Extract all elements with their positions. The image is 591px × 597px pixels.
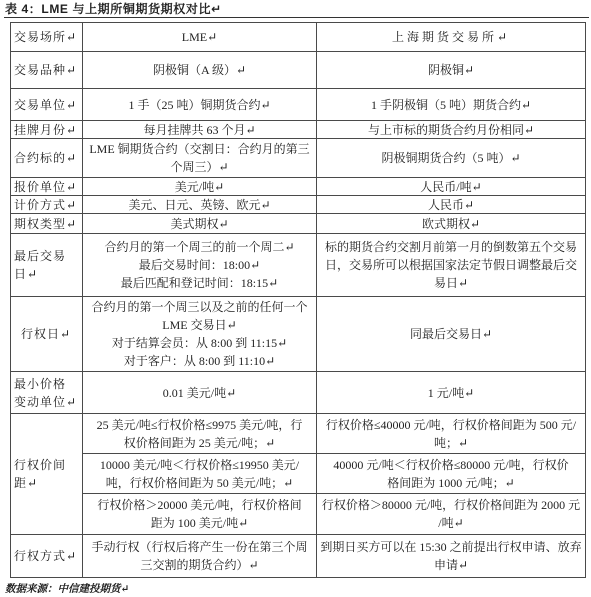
- lme-cell: [83, 414, 317, 454]
- shfe-text: 日，交易所可以根据国家法定节假日调整最后交: [324, 258, 577, 272]
- lme-text: 阴极铜（A 级）↵: [152, 63, 247, 77]
- label-text: 合约标的↵: [14, 151, 78, 165]
- lme-cell: [83, 89, 317, 121]
- label-text: 计价方式↵: [14, 197, 78, 212]
- label-text: 期权类型↵: [14, 216, 78, 231]
- label-cell: [11, 535, 83, 578]
- lme-text: LME 交易日↵: [162, 318, 237, 332]
- shfe-cell: [317, 196, 586, 214]
- shfe-text: 格间距为 1000 元/吨；↵: [387, 475, 515, 490]
- shfe-text: /吨↵: [438, 516, 464, 530]
- lme-cell: [83, 494, 317, 535]
- shfe-text: 行权价格＞80000 元/吨，行权价格间距为 2000 元: [321, 498, 581, 512]
- shfe-text: 同最后交易日↵: [409, 327, 493, 341]
- lme-text: 对于结算会员：从 8:00 到 11:15↵: [111, 336, 288, 350]
- lme-cell: [83, 297, 317, 372]
- shfe-text: 申请↵: [433, 558, 469, 572]
- label-text: 距↵: [14, 476, 39, 490]
- shfe-cell: [317, 297, 586, 372]
- shfe-cell: [317, 178, 586, 196]
- lme-text: 合约月的第一个周三的前一个周二↵: [104, 240, 295, 254]
- label-text: 变动单位↵: [14, 394, 78, 409]
- row-option-type: [11, 214, 586, 234]
- shfe-cell: [317, 121, 586, 139]
- label-text: 挂牌月份↵: [14, 122, 78, 137]
- header-lme-text: LME↵: [181, 30, 218, 44]
- shfe-text: 阴极铜↵: [427, 63, 475, 77]
- row-price-quotation: [11, 178, 586, 196]
- lme-text: 美元、日元、英镑、欧元↵: [128, 197, 271, 212]
- shfe-text: 易日↵: [433, 276, 469, 290]
- table-header-row: [11, 23, 586, 52]
- shfe-cell: [317, 535, 586, 578]
- row-underlying: [11, 139, 586, 178]
- label-cell: [11, 297, 83, 372]
- shfe-text: 40000 元/吨＜行权价格≤80000 元/吨，行权价: [333, 457, 569, 472]
- shfe-text: 吨；↵: [433, 435, 469, 450]
- label-text: 行权日↵: [20, 327, 72, 341]
- lme-cell: [83, 454, 317, 494]
- shfe-cell: [317, 234, 586, 297]
- shfe-cell: [317, 454, 586, 494]
- label-cell: [11, 196, 83, 214]
- comparison-table: [10, 22, 586, 578]
- lme-cell: [83, 52, 317, 89]
- lme-cell: [83, 214, 317, 234]
- shfe-text: 人民币/吨↵: [420, 179, 482, 194]
- lme-text: 个周三）↵: [170, 160, 229, 174]
- shfe-text: 欧式期权↵: [421, 216, 481, 231]
- shfe-cell: [317, 139, 586, 178]
- header-label-cell: [11, 23, 83, 52]
- label-text: 交易单位↵: [14, 97, 78, 112]
- label-text: 最小价格: [14, 376, 67, 391]
- lme-text: 最后交易时间：18:00↵: [138, 258, 261, 272]
- row-listed-months: [11, 121, 586, 139]
- lme-text: 25 美元/吨≤行权价格≤9975 美元/吨，行: [96, 417, 303, 432]
- label-cell: [11, 414, 83, 535]
- row-strike-interval-tier-3: [11, 494, 586, 535]
- lme-text: 权价格间距为 25 美元/吨；↵: [123, 435, 276, 450]
- shfe-text: 阴极铜期货合约（5 吨）↵: [381, 151, 521, 165]
- lme-text: 0.01 美元/吨↵: [162, 385, 237, 400]
- title-rule: [4, 17, 589, 18]
- row-pricing-currency: [11, 196, 586, 214]
- row-min-price-tick: [11, 372, 586, 414]
- lme-text: 对于客户：从 8:00 到 11:10↵: [123, 354, 276, 368]
- label-text: 行权方式↵: [14, 549, 78, 563]
- label-cell: [11, 214, 83, 234]
- lme-cell: [83, 178, 317, 196]
- shfe-cell: [317, 89, 586, 121]
- row-exercise-method: [11, 535, 586, 578]
- lme-cell: [83, 139, 317, 178]
- header-label-text: 交易场所↵: [14, 30, 78, 44]
- shfe-text: 标的期货合约交割月前第一月的倒数第五个交易: [324, 240, 577, 254]
- shfe-text: 1 手阴极铜（5 吨）期货合约↵: [370, 97, 532, 112]
- shfe-text: 到期日买方可以在 15:30 之前提出行权申请、放弃: [320, 540, 582, 554]
- shfe-cell: [317, 414, 586, 454]
- shfe-cell: [317, 52, 586, 89]
- lme-cell: [83, 535, 317, 578]
- shfe-text: 行权价格≤40000 元/吨，行权价格间距为 500 元/: [325, 417, 577, 432]
- page-title: 表 4：LME 与上期所铜期货期权对比↵: [5, 2, 222, 16]
- lme-text: 最后匹配和登记时间：18:15↵: [120, 276, 279, 290]
- label-cell: [11, 234, 83, 297]
- label-cell: [11, 89, 83, 121]
- shfe-cell: [317, 372, 586, 414]
- lme-text: 合约月的第一个周三以及之前的任何一个: [91, 300, 308, 314]
- lme-text: 1 手（25 吨）铜期货合约↵: [128, 97, 271, 112]
- label-text: 日↵: [14, 267, 39, 281]
- label-text: 最后交易: [14, 249, 67, 263]
- shfe-cell: [317, 494, 586, 535]
- row-exercise-day: [11, 297, 586, 372]
- lme-cell: [83, 372, 317, 414]
- lme-text: 吨，行权价格间距为 50 美元/吨；↵: [105, 475, 294, 490]
- label-text: 交易品种↵: [14, 63, 78, 77]
- header-lme-cell: [83, 23, 317, 52]
- row-trading-product: [11, 52, 586, 89]
- shfe-text: 与上市标的期货合约月份相同↵: [367, 122, 535, 137]
- lme-text: 手动行权（行权后将产生一份在第三个周: [91, 540, 308, 554]
- lme-cell: [83, 121, 317, 139]
- label-cell: [11, 178, 83, 196]
- lme-text: 10000 美元/吨＜行权价格≤19950 美元/: [99, 457, 300, 472]
- lme-text: 三交割的期货合约）↵: [140, 558, 259, 572]
- label-cell: [11, 139, 83, 178]
- label-cell: [11, 121, 83, 139]
- lme-cell: [83, 196, 317, 214]
- lme-text: 行权价格＞20000 美元/吨，行权价格间: [97, 498, 302, 512]
- header-shfe-text: 上海期货交易所↵: [391, 30, 511, 44]
- lme-text: 距为 100 美元/吨↵: [150, 516, 249, 530]
- lme-text: LME 铜期货合约（交割日：合约月的第三: [89, 142, 310, 156]
- lme-text: 美元/吨↵: [174, 179, 225, 194]
- lme-text: 美式期权↵: [170, 216, 229, 231]
- lme-cell: [83, 234, 317, 297]
- label-cell: [11, 372, 83, 414]
- row-strike-interval-tier-2: [11, 454, 586, 494]
- label-cell: [11, 52, 83, 89]
- shfe-text: 人民币↵: [427, 197, 475, 212]
- row-last-trading-day: [11, 234, 586, 297]
- shfe-text: 1 元/吨↵: [427, 385, 475, 400]
- label-text: 行权价间: [14, 458, 67, 472]
- label-text: 报价单位↵: [14, 179, 78, 194]
- lme-text: 每月挂牌共 63 个月↵: [143, 122, 256, 137]
- row-strike-interval-tier-1: [11, 414, 586, 454]
- header-shfe-cell: [317, 23, 586, 52]
- shfe-cell: [317, 214, 586, 234]
- row-trading-unit: [11, 89, 586, 121]
- data-source-note: 数据来源：中信建投期货↵: [5, 584, 130, 595]
